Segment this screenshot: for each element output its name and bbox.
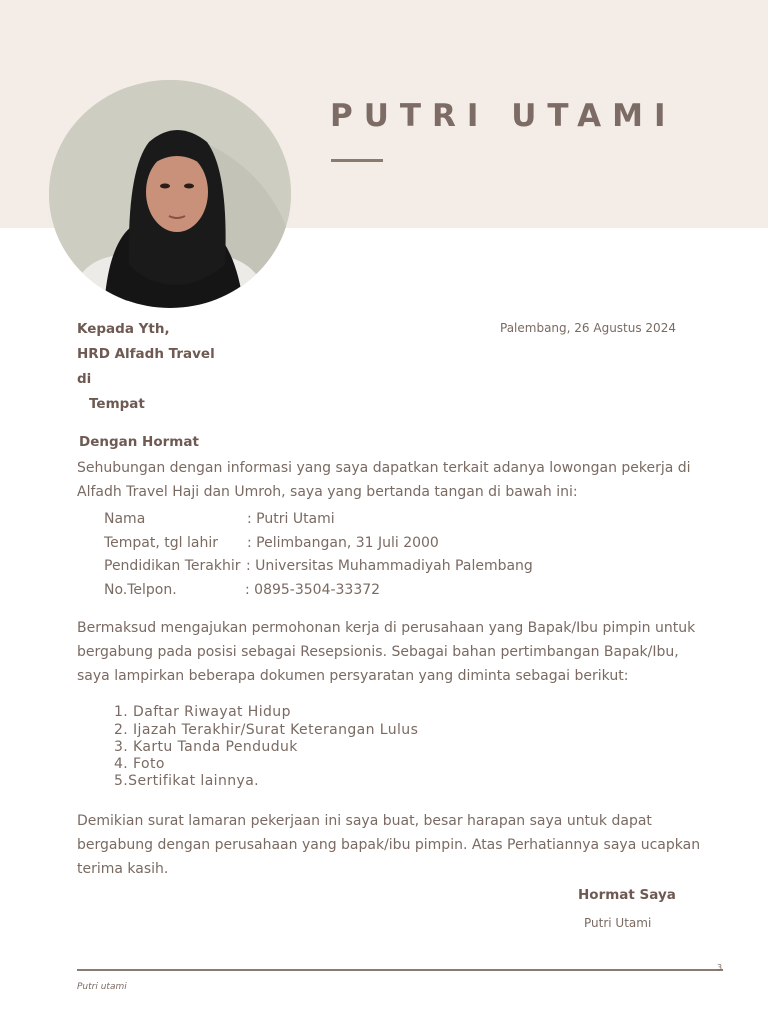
purpose-paragraph: Bermaksud mengajukan permohonan kerja di perusahaan yang Bapak/Ibu pimpin untuk bergabung pada posisi sebagai Resepsionis. Sebagai bahan pertimbangan Bapak/Ibu, saya lampirkan beberapa dokumen persyaratan yang diminta sebagai berikut: (77, 620, 696, 684)
page-number: 3 (717, 963, 723, 972)
closing-phrase: Hormat Saya (578, 887, 676, 903)
list-number: 1. (114, 704, 129, 720)
list-item (114, 722, 418, 738)
profile-photo (49, 80, 291, 308)
list-item (114, 773, 259, 789)
field-label: Tempat, tgl lahir (104, 535, 218, 551)
list-number: 2. (114, 722, 129, 738)
closing-paragraph: Demikian surat lamaran pekerjaan ini saya buat, besar harapan saya untuk dapat bergabung dengan perusahaan yang bapak/ibu pimpin. Atas Perhatiannya saya ucapkan terima kasih. (77, 813, 701, 877)
field-telpon (104, 582, 381, 598)
name-underline (331, 159, 383, 162)
recipient-line: Kepada Yth, (77, 321, 170, 337)
field-value: : 0895-3504-33372 (245, 582, 381, 598)
field-nama (104, 511, 335, 527)
list-number: 5. (114, 773, 129, 789)
field-label: Nama (104, 511, 146, 527)
list-text: Foto (133, 756, 165, 772)
field-value: : Putri Utami (247, 511, 335, 527)
list-item (114, 704, 291, 720)
field-pendidikan (104, 558, 533, 574)
list-item (114, 756, 165, 772)
list-text: Kartu Tanda Penduduk (133, 739, 298, 755)
letter-date: Palembang, 26 Agustus 2024 (500, 321, 676, 335)
footer-divider (77, 969, 723, 971)
recipient-line: di (77, 371, 92, 387)
recipient-line: HRD Alfadh Travel (77, 346, 215, 362)
list-number: 3. (114, 739, 129, 755)
field-value: : Pelimbangan, 31 Juli 2000 (247, 535, 439, 551)
list-item (114, 739, 298, 755)
profile-photo-image (49, 80, 291, 308)
field-label: No.Telpon. (104, 582, 177, 598)
recipient-line: Tempat (89, 396, 145, 412)
field-label: Pendidikan Terakhir (104, 558, 241, 574)
signer-name: Putri Utami (584, 916, 652, 930)
list-number: 4. (114, 756, 129, 772)
footer-name: Putri utami (77, 982, 127, 992)
field-value: : Universitas Muhammadiyah Palembang (246, 558, 533, 574)
list-text: Daftar Riwayat Hidup (133, 704, 291, 720)
applicant-name: PUTRI UTAMI (330, 98, 677, 134)
list-text: Sertifikat lainnya. (128, 773, 260, 789)
list-text: Ijazah Terakhir/Surat Keterangan Lulus (133, 722, 419, 738)
salutation: Dengan Hormat (79, 434, 199, 450)
intro-paragraph: Sehubungan dengan informasi yang saya dapatkan terkait adanya lowongan pekerja di Alfadh Travel Haji dan Umroh, saya yang bertanda tangan di bawah ini: (77, 460, 691, 500)
field-tempat-tgl-lahir (104, 535, 439, 551)
